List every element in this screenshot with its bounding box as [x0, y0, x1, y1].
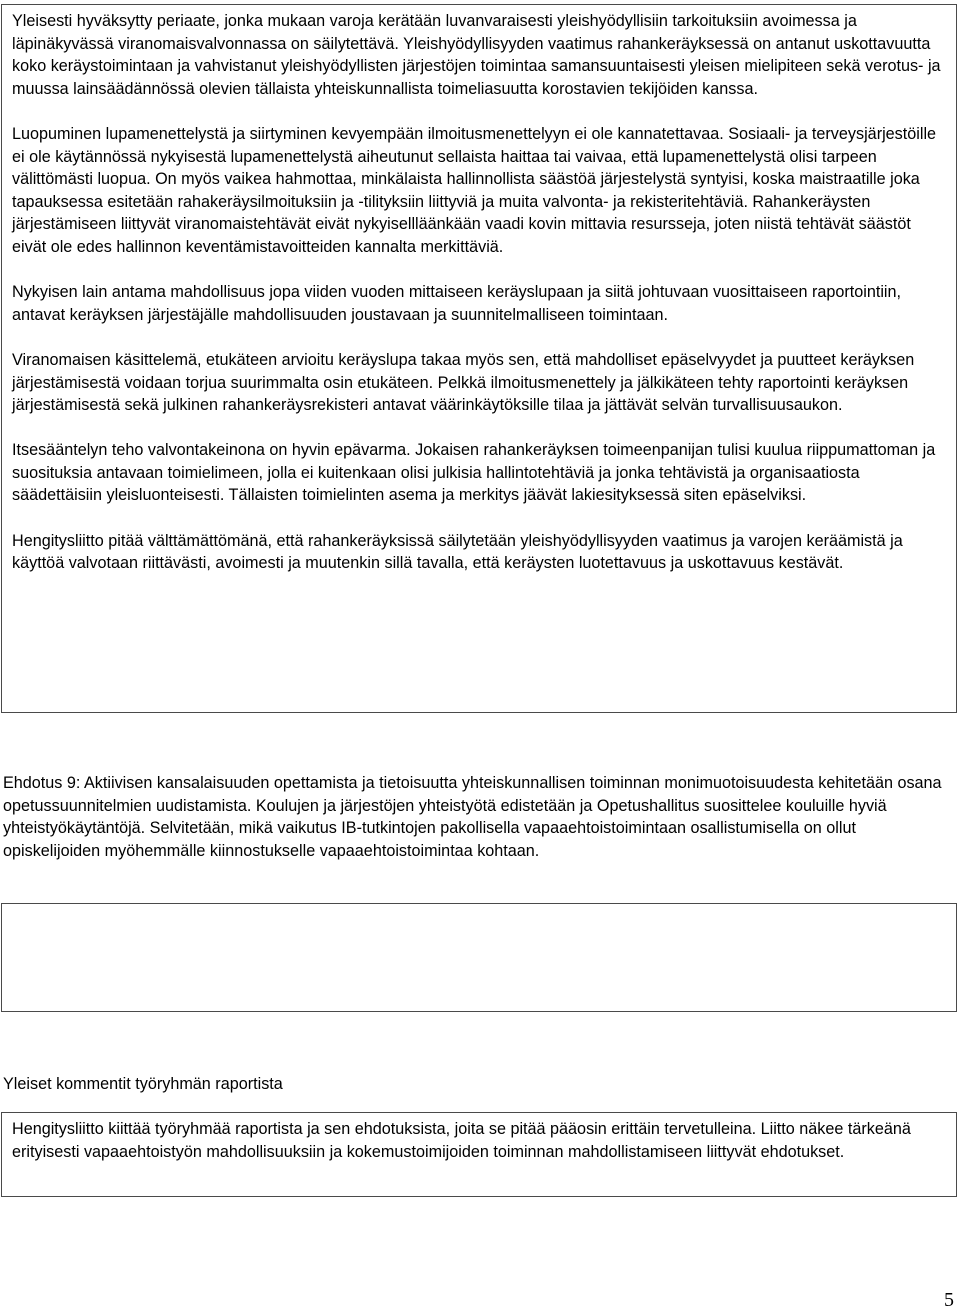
paragraph: Nykyisen lain antama mahdollisuus jopa viiden vuoden mittaiseen keräyslupaan ja siitä johtuvaan vuosittaiseen raportointiin, antavat keräyksen järjestäjälle mahdollisuuden joustavaan ja suunnitelmalliseen toimintaan.	[12, 283, 902, 324]
paragraph: Itsesääntelyn teho valvontakeinona on hyvin epävarma. Jokaisen rahankeräyksen toimeenpanijan tulisi kuulua riippumattoman ja suosituksia antavaan toimielimeen, jolla ei kuitenkaan olisi julkisia hallintotehtäviä ja jonka tehtävistä ja organisaatiosta säädettäisiin yleisluonteisesti. Tällaisten toimielinten asema ja merkitys jäävät lakiesityksessä siten epäselviksi.	[12, 441, 936, 505]
paragraph: Hengitysliitto kiittää työryhmää raportista ja sen ehdotuksista, joita se pitää pääosin erittäin tervetulleina. Liitto näkee tärkeänä erityisesti vapaaehtoistyön mahdollisuuksiin ja kokemustoimijoiden toiminnan mahdollistamiseen liittyvät ehdotukset.	[12, 1120, 911, 1161]
paragraph: Viranomaisen käsittelemä, etukäteen arvioitu keräyslupa takaa myös sen, että mahdolliset epäselvyydet ja puutteet keräyksen järjestämisestä voidaan torjua suurimmalta osin etukäteen. Pelkkä ilmoitusmenettely ja jälkikäteen tehty raportointi keräyksen järjestämisestä sekä julkinen rahankeräysrekisteri antavat väärinkäytöksille tilaa ja jättävät selvän turvallisuusaukon.	[12, 350, 915, 415]
comment-box-proposal-9-empty	[1, 903, 957, 1012]
comment-box-fundraising	[1, 4, 957, 713]
page-number: 5	[944, 1289, 954, 1311]
paragraph: Hengitysliitto pitää välttämättömänä, että rahankeräyksissä säilytetään yleishyödyllisyyden vaatimus ja varojen keräämistä ja käyttöä valvotaan riittävästi, avoimesti ja muutenkin sillä tavalla, että keräysten luotettavuus ja uskottavuus kestävät.	[12, 531, 903, 573]
paragraph: Luopuminen lupamenettelystä ja siirtyminen kevyempään ilmoitusmenettelyyn ei ole kannatettavaa. Sosiaali- ja terveysjärjestöille ei ole käytännössä nykyisestä lupamenettelystä aiheutunut sellaista haittaa tai vaivaa, että lupamenettelystä olisi tarpeen välittömästi luopua. On myös vaikea hahmottaa, minkälaista hallinnollista säästöä järjestelystä syntyisi, koska maistraatille joka tapauksessa esitetään rahakeräysilmoituksiin ja -tilityksiin liittyviä ja muita valvonta- ja rekisteritehtäviä. Rahankeräysten järjestämiseen liittyvät viranomaistehtävät eivät nykyisellläänkään vaadi kovin mittavia resursseja, joten niistä tehtävät säästöt eivät ole edes hallinnon keventämistavoitteiden kannalta merkittäviä.	[12, 124, 937, 256]
paragraph: Yleisesti hyväksytty periaate, jonka mukaan varoja kerätään luvanvaraisesti yleishyödyllisiin tarkoituksiin avoimessa ja läpinäkyvässä viranomaisvalvonnassa on säilytettävä. Yleishyödyllisyyden vaatimus rahankeräyksessä on antanut uskottavuutta koko keräystoimintaan ja vahvistanut yleishyödyllisten järjestöjen toimintaa samansuuntaisesti yleisen mielipiteen sekä verotus- ja muussa lainsäädännössä olevien tällaista yhteiskunnallista toimeliasuutta korostavien tekijöiden kanssa.	[12, 12, 941, 98]
proposal-9-text: Ehdotus 9: Aktiivisen kansalaisuuden opettamista ja tietoisuutta yhteiskunnallisen toiminnan monimuotoisuudesta kehitetään osana opetussuunnitelmien uudistamista. Koulujen ja järjestöjen yhteistyötä edistetään ja Opetushallitus suosittelee kouluille hyviä yhteistyökäytäntöjä. Selvitetään, mikä vaikutus IB-tutkintojen pakollisella vapaaehtoistoimintaan osallistumisella on ollut opiskelijoiden myöhemmälle kiinnostukselle vapaaehtoistoimintaa kohtaan.	[3, 774, 942, 860]
comment-box-general	[1, 1112, 957, 1197]
general-comments-heading: Yleiset kommentit työryhmän raportista	[3, 1075, 283, 1093]
